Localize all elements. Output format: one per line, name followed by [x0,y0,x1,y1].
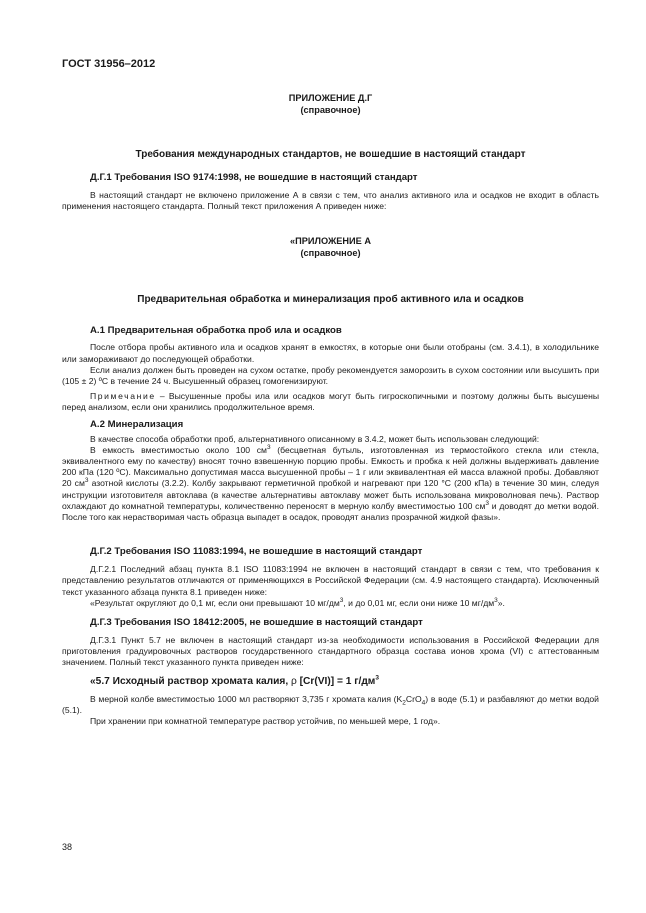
a2-paragraph-1: В качестве способа обработки проб, альтернативного описанному в 3.4.2, может быть использован следующий: [90,433,540,444]
note-label: Примечание [90,391,156,402]
appendix-subtitle: (справочное) [300,105,361,115]
standard-header: ГОСТ 31956–2012 [62,58,156,70]
appendix-title: ПРИЛОЖЕНИЕ Д.Г [288,93,373,103]
note-paragraph [62,391,599,413]
a2-text-4: и доводят до метки водой. После того как нерастворимая часть образца выпадет в осадок, проводят анализ прозрачной жидкой фазы». [62,500,599,523]
a1-paragraph-2: Если анализ должен быть проведен на сухом остатке, пробу рекомендуется заморозить в сухом состоянии или высушить при (105 ± 2) ºС в течение 24 ч. Высушенный образец гомогенизируют. [62,364,599,387]
page-number: 38 [62,842,73,852]
dg1-heading: Д.Г.1 Требования ISO 9174:1998, не вошедшие в настоящий стандарт [90,172,418,183]
main-heading: Требования международных стандартов, не вошедшие в настоящий стандарт [135,149,526,160]
a1-paragraph-1: После отбора пробы активного ила и осадков хранят в емкостях, в которые они были отобраны (см. 3.4.1), в холодильнике или замораживают до последующей обработки. [62,342,599,364]
a1-heading: А.1 Предварительная обработка проб ила и осадков [90,325,342,337]
a2-text-2: (бесцветная бутыль, изготовленная из термостойкого стекла или стекла, эквивалентного ему по качеству) вносят точно взвешенную порцию пробы. Емкость и пробка к ней должны выдерживать давление 200 кПа (120 ºС). Максимально допустимая масса высушенной пробы – 1 г или эквивалентная ей масса влажной пробы. Добавляют 20 см [62,444,599,489]
a2-sup-3: 3 [485,499,490,507]
a2-sup-1: 3 [266,443,271,451]
formula-text-2: [Cr(VI)] = 1 г/дм [296,675,376,687]
appendix-a-subtitle: (справочное) [300,248,361,259]
dg2-paragraph-2 [62,598,599,609]
dg3-text-1: В мерной колбе вместимостью 1000 мл растворяют 3,735 г хромата калия (K [90,693,403,704]
dg3-paragraph-3: При хранении при комнатной температуре раствор устойчив, по меньшей мере, 1 год». [90,716,441,727]
dg2-sup-1: 3 [339,597,344,604]
dg3-paragraph-1: Д.Г.3.1 Пункт 5.7 не включен в настоящий стандарт из-за необходимости использования в Российской Федерации для приготовления градуировочных растворов государственного стандартного образца состава ионов хрома (VI) с аттестованным значением. Полный текст указанного пункта приведен ниже: [62,635,599,668]
a2-text-3: азотной кислоты (3.2.2). Колбу закрывают герметичной пробкой и нагревают при 120 °С (200 кПа) в течение 30 мин, следуя инструкции изготовителя автоклава (в качестве альтернативы автоклаву может быть использована микроволновая печь). Раствор охлаждают до комнатной температуры, количественно переносят в мерную колбу вместимостью 100 см [62,478,600,511]
dg3-text-2: CrO [405,693,422,704]
a2-paragraph-2 [62,445,599,523]
a2-text-1: В емкость вместимостью около 100 см [90,444,267,455]
dg2-text-2: , и до 0,01 мг, если они ниже 10 мг/дм [343,597,495,608]
a2-heading: А.2 Минерализация [90,418,184,430]
dg3-sub-1: 2 [402,699,406,707]
dg2-sup-2: 3 [494,597,498,604]
appendix-a-title: «ПРИЛОЖЕНИЕ А [290,236,371,247]
dg2-paragraph-1: Д.Г.2.1 Последний абзац пункта 8.1 ISO 11083:1994 не включен в настоящий стандарт в связи с тем, что требования к представлению результатов отличаются от применяющихся в Российской Федерации (см. 4.9 настоящего стандарта). Исключенный текст указанного абзаца пункта 8.1 приведен ниже: [62,564,599,597]
dg3-text-3: ) в воде (5.1) и разбавляют до метки водой (5.1). [62,693,599,715]
formula-heading [62,675,599,688]
dg1-paragraph: В настоящий стандарт не включено приложение А в связи с тем, что анализ активного ила и осадков не входит в область применения настоящего стандарта. Полный текст приложения А приведен ниже: [62,190,599,212]
a2-sup-2: 3 [84,477,89,485]
appendix-a-heading: Предварительная обработка и минерализация проб активного ила и осадков [137,294,524,306]
formula-sup: 3 [375,674,379,682]
dg2-text-3: ». [497,597,505,608]
dg3-paragraph-2 [62,694,599,716]
dg2-text-1: «Результат округляют до 0,1 мг, если они превышают 10 мг/дм [90,597,340,608]
dg2-heading: Д.Г.2 Требования ISO 11083:1994, не вошедшие в настоящий стандарт [90,546,423,558]
dg3-heading: Д.Г.3 Требования ISO 18412:2005, не вошедшие в настоящий стандарт [90,617,423,629]
formula-text-1: «5.7 Исходный раствор хромата калия, [90,675,292,687]
page-content [62,86,599,727]
note-text: – Высушенные пробы ила или осадков могут быть гигроскопичными и поэтому должны быть высушены перед анализом, если они хранились продолжительное время. [62,391,599,413]
dg3-sub-2: 4 [421,699,426,707]
formula-rho: ρ [291,675,297,687]
